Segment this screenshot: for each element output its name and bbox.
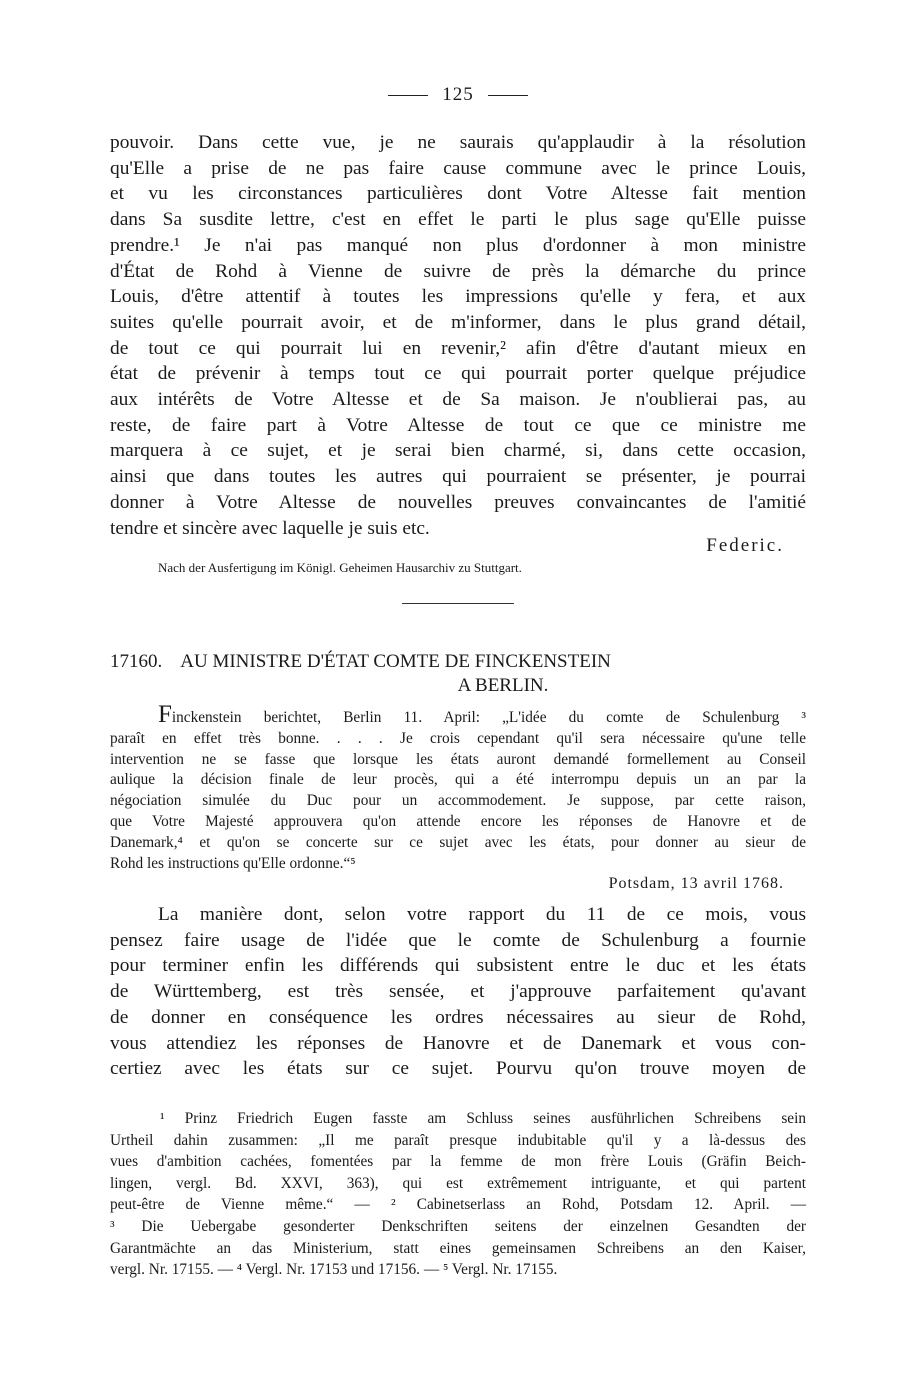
signature: Federic. — [706, 535, 784, 556]
footnotes — [110, 1108, 806, 1281]
text-line: certiez avec les états sur ce sujet. Pourvu qu'on trouve moyen de — [110, 1058, 806, 1080]
footnote-line: vergl. Nr. 17155. — ⁴ Vergl. Nr. 17153 und 17156. — ⁵ Vergl. Nr. 17155. — [110, 1261, 558, 1279]
text-line: de tout ce qui pourrait lui en revenir,² afin d'être d'autant mieux en — [110, 337, 806, 359]
text-line: marquera à ce sujet, et je serai bien charmé, si, dans cette occasion, — [110, 440, 806, 462]
summary-line: intervention ne se fasse que lorsque les états auront demandé formellement au Conseil — [110, 750, 806, 768]
text-line: vous attendiez les réponses de Hanovre et de Danemark et vous con- — [110, 1032, 806, 1054]
footnote-line: peut-être de Vienne même.“ — ² Cabinetserlass an Rohd, Potsdam 12. April. — — [110, 1196, 806, 1214]
summary-line-first — [110, 702, 806, 729]
text-line: pour terminer enfin les différends qui subsistent entre le duc et les états — [110, 955, 806, 977]
summary-line: négociation simulée du Duc pour un accommodement. Je suppose, par cette raison, — [110, 792, 806, 810]
text-line: dans Sa susdite lettre, c'est en effet le parti le plus sage qu'Elle puisse — [110, 209, 806, 231]
text-line: et vu les circonstances particulières dont Votre Altesse fait mention — [110, 183, 806, 205]
header-rule-left — [388, 95, 428, 96]
text-line: ainsi que dans toutes les autres qui pourraient se présenter, je pourrai — [110, 466, 806, 488]
summary-line: que Votre Majesté approuvera qu'on attende encore les réponses de Hanovre et de — [110, 812, 806, 830]
dateline: Potsdam, 13 avril 1768. — [608, 875, 784, 892]
letter-title-row — [110, 650, 806, 674]
text-line: état de prévenir à temps tout ce qui pourrait porter quelque préjudice — [110, 363, 806, 385]
text-line: La manière dont, selon votre rapport du 11 de ce mois, vous — [158, 904, 806, 925]
text-line: prendre.¹ Je n'ai pas manqué non plus d'ordonner à mon ministre — [110, 234, 806, 256]
summary-line: inckenstein berichtet, Berlin 11. April: „L'idée du comte de Schulenburg ³ — [171, 709, 806, 726]
section-divider — [402, 603, 514, 604]
text-line: qu'Elle a prise de ne pas faire cause commune avec le prince Louis, — [110, 157, 806, 179]
summary-line: aulique la décision finale de leur procès, qui a été interrompu depuis un an par la — [110, 771, 806, 789]
text-line: aux intérêts de Votre Altesse et de Sa maison. Je n'oublierai pas, au — [110, 389, 806, 411]
footnote-line: lingen, vergl. Bd. XXVI, 363), qui est extrêmement intriguante, et qui partent — [110, 1174, 806, 1192]
letter-number: 17160. — [110, 651, 163, 672]
summary-line: paraît en effet très bonne. . . . Je crois cependant qu'il sera nécessaire qu'une telle — [110, 729, 806, 747]
footnote-line: Urtheil dahin zusammen: „Il me paraît presque indubitable qu'il y a là-dessus des — [110, 1131, 806, 1149]
letter-continued-text — [110, 130, 806, 541]
page-header — [110, 84, 806, 106]
letter-title — [110, 650, 806, 698]
text-line: pensez faire usage de l'idée que le comte de Schulenburg a fournie — [110, 929, 806, 951]
text-line: pouvoir. Dans cette vue, je ne saurais qu'applaudir à la résolution — [110, 132, 806, 153]
footnote-line: ¹ Prinz Friedrich Eugen fasste am Schluss seines ausführlichen Schreibens sein — [160, 1110, 806, 1127]
footnote-line: ³ Die Uebergabe gesonderter Denkschriften seitens der einzelnen Gesandten der — [110, 1217, 806, 1235]
drop-initial: F — [158, 701, 172, 728]
letter-body — [110, 902, 806, 1082]
source-note: Nach der Ausfertigung im Königl. Geheimen Hausarchiv zu Stuttgart. — [158, 560, 522, 575]
page-number: 125 — [442, 84, 474, 105]
report-summary — [110, 702, 806, 874]
text-line: tendre et sincère avec laquelle je suis etc. — [110, 517, 430, 539]
text-line: suites qu'elle pourrait avoir, et de m'informer, dans le plus grand détail, — [110, 311, 806, 333]
text-line: de donner en conséquence les ordres nécessaires au sieur de Rohd, — [110, 1006, 806, 1028]
summary-line: Rohd les instructions qu'Elle ordonne.“⁵ — [110, 854, 356, 872]
text-line: d'État de Rohd à Vienne de suivre de près la démarche du prince — [110, 260, 806, 282]
text-line: donner à Votre Altesse de nouvelles preuves convaincantes de l'amitié — [110, 491, 806, 513]
letter-title-line2: A BERLIN. — [457, 675, 549, 696]
text-line: Louis, d'être attentif à toutes les impressions qu'elle y fera, et aux — [110, 286, 806, 308]
header-rule-right — [488, 95, 528, 96]
footnote-line: Garantmächte an das Ministerium, statt eines gemeinsamen Schreibens an den Kaiser, — [110, 1239, 806, 1257]
footnote-line: vues d'ambition cachées, fomentées par la femme de mon frère Louis (Gräfin Beich- — [110, 1153, 806, 1171]
text-line: de Württemberg, est très sensée, et j'approuve parfaitement qu'avant — [110, 981, 806, 1003]
text-line: reste, de faire part à Votre Altesse de tout ce que ce ministre me — [110, 414, 806, 436]
summary-line: Danemark,⁴ et qu'on se concerte sur ce sujet avec les états, pour donner au sieur de — [110, 833, 806, 851]
letter-title-line1: AU MINISTRE D'ÉTAT COMTE DE FINCKENSTEIN — [180, 651, 611, 672]
